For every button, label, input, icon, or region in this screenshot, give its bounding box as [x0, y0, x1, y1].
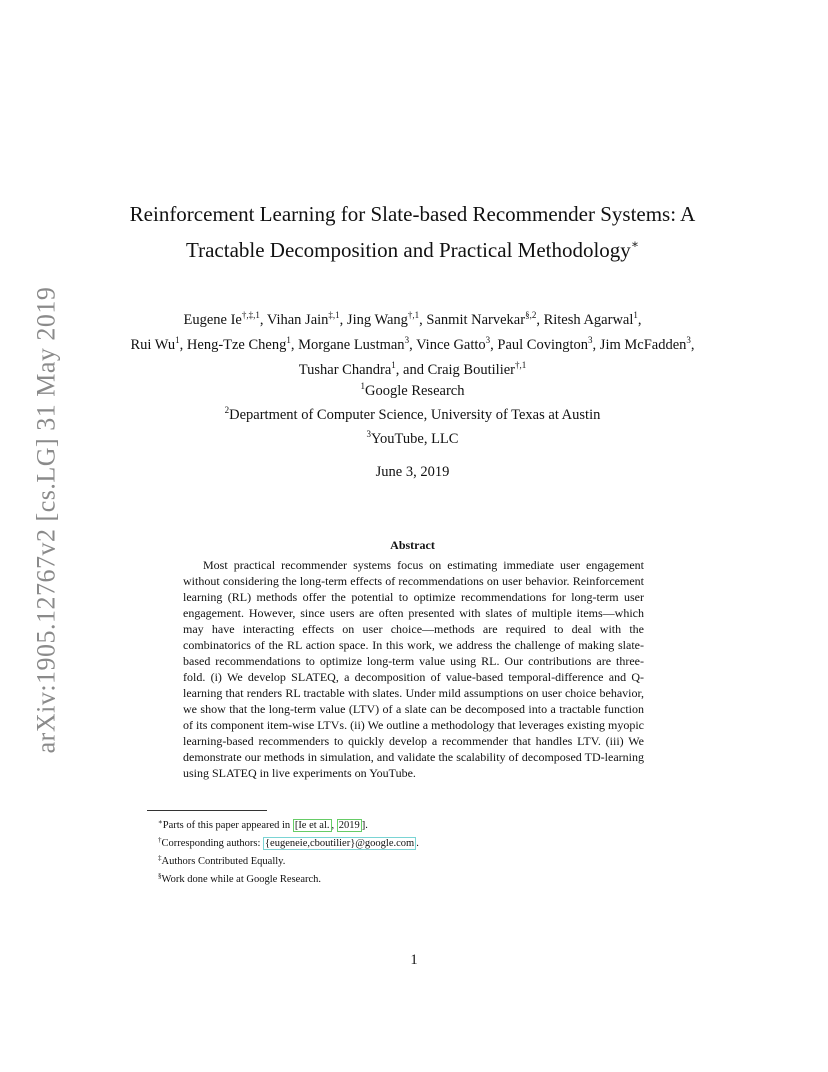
- footnote-1: [158, 815, 658, 833]
- affiliation: [150, 425, 675, 449]
- author: [298, 337, 416, 353]
- author-marks: 1: [175, 335, 180, 345]
- footnote-mark: ∗: [158, 818, 163, 826]
- author-marks: §,2: [525, 310, 537, 320]
- author-separator: ,: [536, 312, 544, 328]
- author-name: Morgane Lustman: [298, 337, 405, 353]
- author-name: Jing Wang: [346, 312, 408, 328]
- author-separator: , and: [395, 362, 428, 378]
- author-marks: 1: [391, 360, 396, 370]
- author: [299, 362, 428, 378]
- citation-link[interactable]: [Ie et al.: [294, 820, 330, 831]
- author-separator: ,: [290, 337, 299, 353]
- title-footnote-mark[interactable]: ∗: [630, 237, 639, 251]
- author-marks: 3: [686, 335, 691, 345]
- author-name: Rui Wu: [130, 337, 176, 353]
- author-marks: 3: [588, 335, 593, 345]
- citation-sep: ,: [331, 820, 337, 831]
- footnote-4-text: Work done while at Google Research.: [161, 874, 322, 885]
- affiliation-list: [150, 377, 675, 449]
- author-separator: ,: [690, 337, 695, 353]
- author-separator: ,: [259, 312, 267, 328]
- footnotes: [158, 815, 658, 887]
- affiliation: [150, 401, 675, 425]
- affiliation: [150, 377, 675, 401]
- author-marks: 3: [485, 335, 491, 345]
- author-name: Tushar Chandra: [298, 362, 392, 378]
- author: [267, 312, 347, 328]
- footnote-rule: [147, 810, 267, 811]
- abstract-heading: Abstract: [390, 538, 435, 552]
- author-separator: ,: [592, 337, 600, 353]
- author-name: Paul Covington: [497, 337, 589, 353]
- footnote-1-suffix: ].: [361, 820, 368, 831]
- author-name: Vihan Jain: [266, 312, 329, 328]
- author-marks: ‡,1: [328, 310, 340, 320]
- footnote-mark: §: [158, 872, 162, 880]
- abstract-body: Most practical recommender systems focus on estimating immediate user engagement without considering the long-term effects of recommendations on user behavior. Reinforcement learning (RL) methods offer the potential to optimize recommendations for long-term user engagement. However, since users are often presented with slates of multiple items—which may have interacting effects on user choice—methods are required to deal with the combinatorics of the RL action space. In this work, we address the challenge of making slate-based recommendations to optimize long-term value using RL. Our contributions are three-fold. (i) We develop SLATEQ, a decomposition of value-based temporal-difference and Q-learning that renders RL tractable with slates. Under mild assumptions on user choice behavior, we show that the long-term value (LTV) of a slate can be decomposed into a tractable function of its component item-wise LTVs. (ii) We outline a methodology that leverages existing myopic learning-based recommenders to quickly develop a recommender that handles LTV. (iii) We demonstrate our methods in simulation, and validate the scalability of decomposed TD-learning using SLATEQ in live experiments on YouTube.: [183, 558, 644, 780]
- author-list: [130, 305, 695, 380]
- citation-year-link[interactable]: 2019: [338, 820, 360, 831]
- arxiv-stamp: [28, 280, 64, 760]
- affiliation-mark: 3: [366, 429, 372, 439]
- footnote-3-text: Authors Contributed Equally.: [161, 856, 286, 867]
- author-marks: †,1: [514, 360, 527, 370]
- author: [416, 337, 497, 353]
- author: [347, 312, 427, 328]
- author-separator: ,: [179, 337, 187, 353]
- footnote-2-suffix: .: [416, 838, 419, 849]
- author-name: Jim McFadden: [599, 337, 687, 353]
- author-separator: ,: [490, 337, 498, 353]
- affiliation-mark: 1: [360, 381, 366, 391]
- author: [428, 362, 527, 378]
- author: [130, 337, 186, 353]
- author: [544, 312, 642, 328]
- author: [187, 337, 298, 353]
- footnote-mark: ‡: [158, 854, 162, 862]
- arxiv-stamp-text: arXiv:1905.12767v2 [cs.LG] 31 May 2019: [31, 286, 60, 754]
- affiliation-mark: 2: [224, 405, 230, 415]
- citation-author: Ie et al.: [298, 820, 330, 831]
- affiliation-name: YouTube, LLC: [371, 431, 459, 447]
- footnote-4: [158, 869, 658, 887]
- author-separator: ,: [419, 312, 427, 328]
- author-name: Ritesh Agarwal: [543, 312, 634, 328]
- author-name: Eugene Ie: [183, 312, 242, 328]
- author-separator: ,: [637, 312, 642, 328]
- author-marks: †,‡,1: [241, 310, 260, 320]
- page-number: 1: [410, 952, 418, 968]
- author: [497, 337, 599, 353]
- author-name: Heng-Tze Cheng: [186, 337, 287, 353]
- author-name: Vince Gatto: [416, 337, 486, 353]
- footnote-2: [158, 833, 658, 851]
- author-marks: 3: [404, 335, 410, 345]
- author: [183, 312, 266, 328]
- author-separator: ,: [409, 337, 417, 353]
- author-marks: †,1: [407, 310, 420, 320]
- affiliation-name: Department of Computer Science, University of Texas at Austin: [229, 407, 601, 423]
- author: [426, 312, 543, 328]
- author-marks: 1: [286, 335, 291, 345]
- email-link[interactable]: {eugeneie,cboutilier}@google.com: [265, 838, 415, 849]
- footnote-3: [158, 851, 658, 869]
- affiliation-name: Google Research: [365, 383, 465, 399]
- paper-title: [120, 199, 705, 265]
- author: [600, 337, 695, 353]
- footnote-mark: †: [158, 836, 162, 844]
- paper-date: June 3, 2019: [375, 464, 450, 480]
- author-name: Craig Boutilier: [427, 362, 515, 378]
- author-marks: 1: [633, 310, 638, 320]
- paper-title-text: Reinforcement Learning for Slate-based Recommender Systems: A Tractable Decomposition and Practical Methodology: [129, 202, 696, 262]
- footnote-1-prefix: Parts of this paper appeared in: [162, 820, 293, 831]
- author-name: Sanmit Narvekar: [426, 312, 526, 328]
- footnote-2-prefix: Corresponding authors:: [161, 838, 263, 849]
- author-separator: ,: [339, 312, 347, 328]
